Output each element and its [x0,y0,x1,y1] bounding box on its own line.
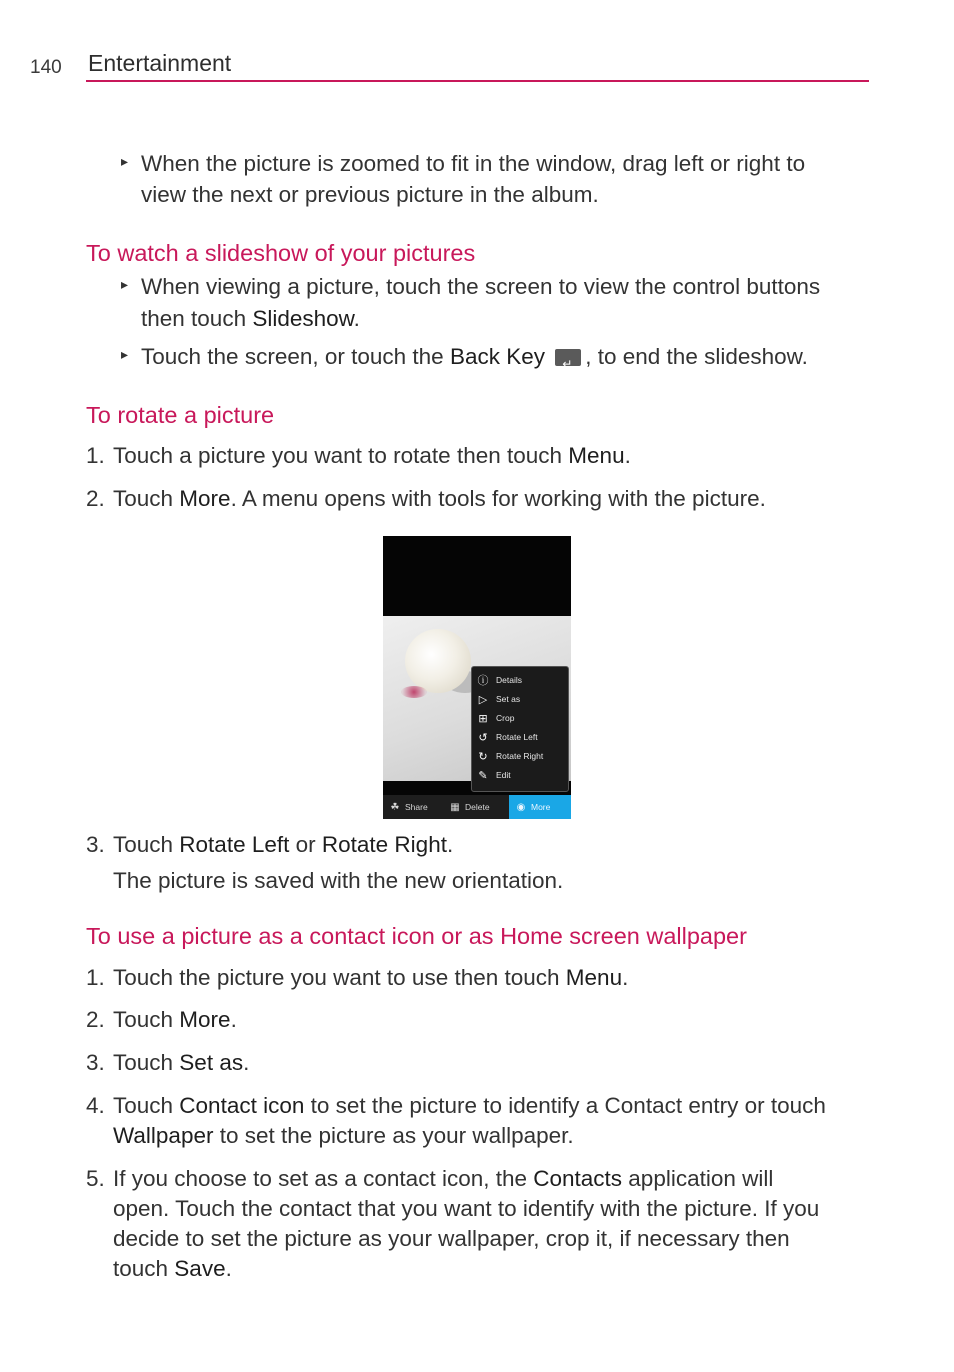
rotate-step-3-note: The picture is saved with the new orientation. [113,868,564,893]
menu-item-rotate-left[interactable]: ↺ Rotate Left [476,728,564,746]
bullet-arrow-icon: ▸ [121,276,129,292]
wallpaper-step-5-line-3: decide to set the picture as your wallpaper, crop it, if necessary then [113,1226,790,1251]
wallpaper-step-3: Touch Set as. [113,1050,250,1075]
slideshow-bullet-2: Touch the screen, or touch the Back Key ↵ , to end the slideshow. [141,342,808,372]
rotate-left-icon: ↺ [478,731,488,744]
wallpaper-step-5-line-4: touch Save. [113,1256,232,1281]
menu-item-crop[interactable]: ⊞ Crop [476,709,564,727]
phone-screenshot [383,536,571,819]
info-icon: ⓘ [477,674,489,687]
edit-icon: ✎ [478,769,488,782]
wallpaper-step-2-number: 2. [86,1007,105,1032]
wallpaper-heading: To use a picture as a contact icon or as Home screen wallpaper [86,923,747,949]
stain [401,686,427,698]
rotate-step-2-number: 2. [86,486,105,511]
delete-button[interactable]: ▦ Delete [449,795,507,819]
bullet-arrow-icon: ▸ [121,346,129,362]
wallpaper-step-4-line-2: Wallpaper to set the picture as your wallpaper. [113,1123,574,1148]
set-as-icon: ▷ [478,693,488,706]
more-button[interactable]: ◉ More [509,795,571,819]
rotate-right-icon: ↻ [478,750,488,763]
trash-icon: ▦ [450,802,460,813]
section-title: Entertainment [88,50,232,76]
rotate-step-3: Touch Rotate Left or Rotate Right. [113,832,454,857]
wallpaper-step-4-line-1: Touch Contact icon to set the picture to identify a Contact entry or touch [113,1093,826,1118]
menu-item-rotate-right[interactable]: ↻ Rotate Right [476,747,564,765]
slideshow-bullet-1-line-2: then touch Slideshow. [141,306,360,331]
more-menu [471,666,569,792]
share-icon: ☘ [390,802,400,813]
page-number: 140 [30,57,62,78]
wallpaper-step-5-line-1: If you choose to set as a contact icon, the Contacts application will [113,1166,774,1191]
intro-line-2: view the next or previous picture in the album. [141,182,599,207]
slideshow-bullet-1-line-1: When viewing a picture, touch the screen to view the control buttons [141,274,821,299]
slideshow-heading: To watch a slideshow of your pictures [86,240,476,266]
crop-icon: ⊞ [478,712,488,725]
intro-line-1: When the picture is zoomed to fit in the window, drag left or right to [141,151,806,176]
share-button[interactable]: ☘ Share [389,795,445,819]
wallpaper-step-2: Touch More. [113,1007,237,1032]
back-key-icon [555,349,581,366]
rotate-step-1: Touch a picture you want to rotate then touch Menu. [113,443,631,468]
wallpaper-step-5-line-2: open. Touch the contact that you want to identify with the picture. If you [113,1196,820,1221]
menu-item-set-as[interactable]: ▷ Set as [476,690,564,708]
bottom-action-bar [383,795,571,819]
menu-item-details[interactable]: ⓘ Details [477,674,522,687]
wallpaper-step-4-number: 4. [86,1093,105,1118]
slideshow-key: Slideshow [252,306,354,331]
more-icon: ◉ [516,802,526,813]
menu-item-edit[interactable]: ✎ Edit [476,766,564,784]
rotate-step-1-number: 1. [86,443,105,468]
wallpaper-step-1: Touch the picture you want to use then touch Menu. [113,965,629,990]
bullet-arrow-icon: ▸ [121,153,129,169]
rotate-heading: To rotate a picture [86,402,275,428]
fruit-image [405,629,471,693]
rotate-step-2: Touch More. A menu opens with tools for working with the picture. [113,486,766,511]
wallpaper-step-5-number: 5. [86,1166,105,1191]
rotate-step-3-number: 3. [86,832,105,857]
wallpaper-step-3-number: 3. [86,1050,105,1075]
wallpaper-step-1-number: 1. [86,965,105,990]
back-key-label: Back Key [449,344,545,369]
header-rule [86,80,869,82]
